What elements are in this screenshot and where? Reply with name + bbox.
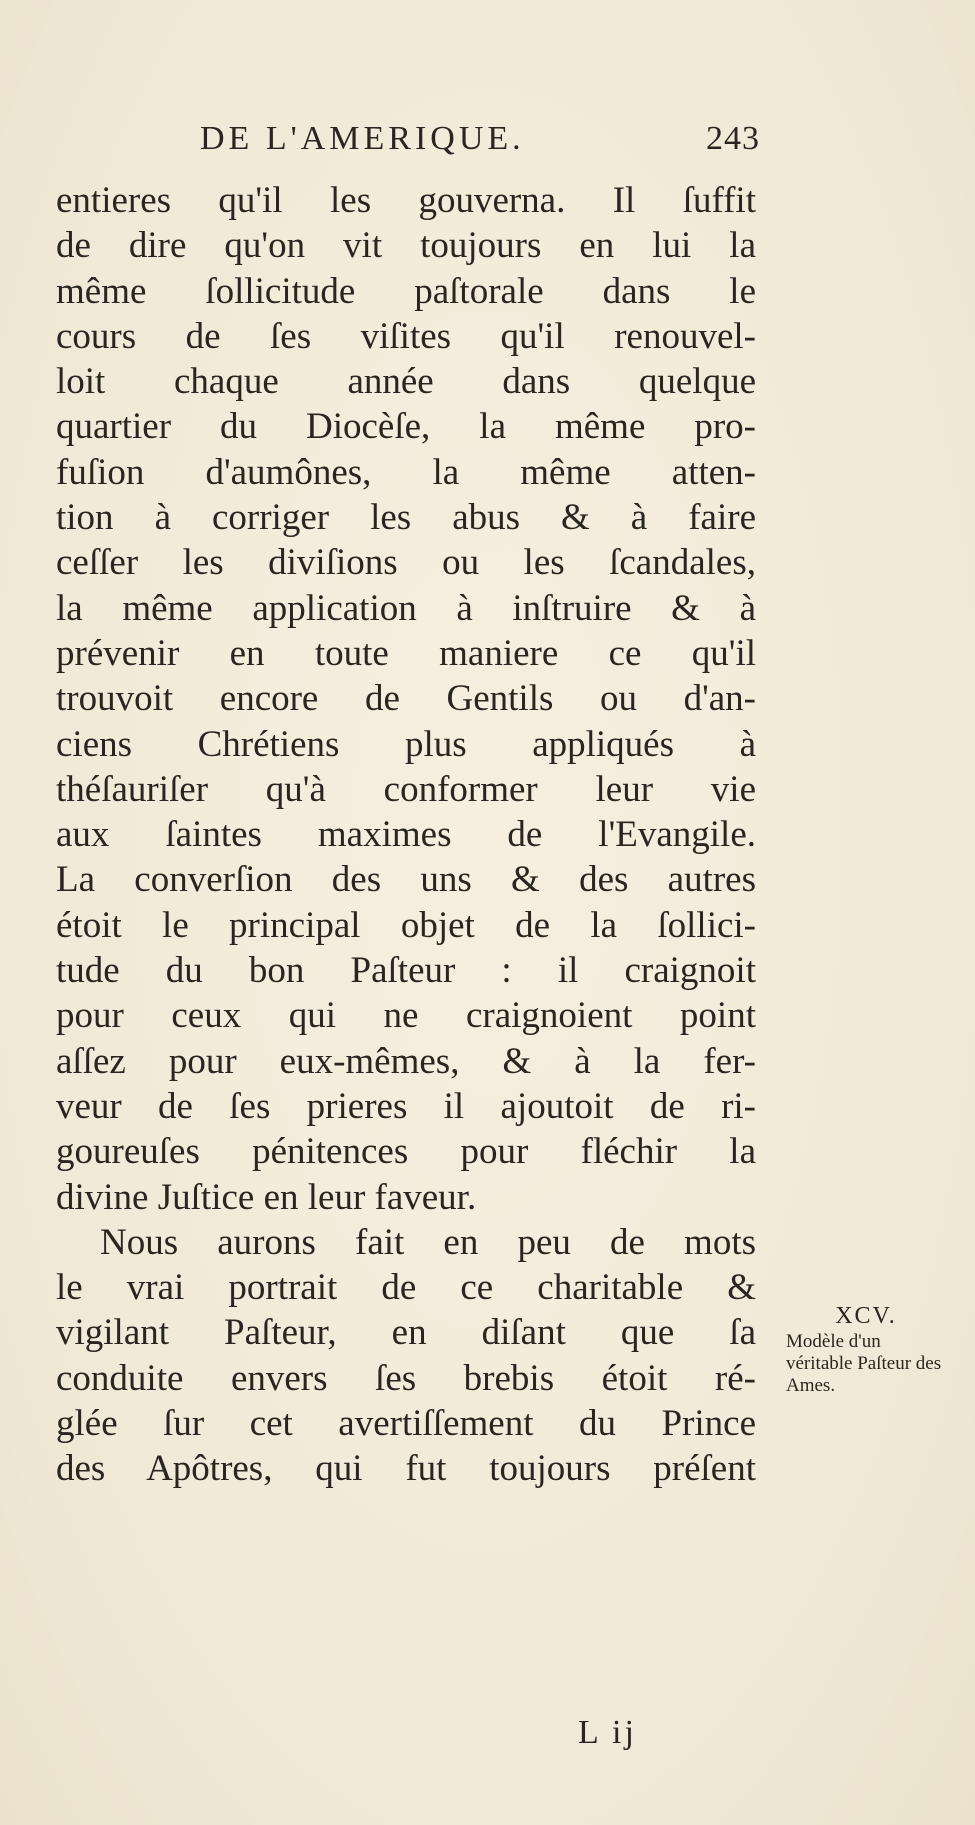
text-line: conduite envers ſes brebis étoit ré- xyxy=(56,1357,756,1399)
text-line: quartier du Diocèſe, la même pro- xyxy=(56,406,756,448)
margin-note-number: XCV. xyxy=(835,1303,897,1329)
text-line: pour ceux qui ne craignoient point xyxy=(56,995,756,1037)
margin-note-text: Modèle d'un véritable Paſteur des Ames. xyxy=(786,1331,942,1396)
text-line: même ſollicitude paſtorale dans le xyxy=(56,270,756,312)
text-line: théſauriſer qu'à conformer leur vie xyxy=(56,768,756,810)
body-text xyxy=(56,178,756,1492)
text-line: glée ſur cet avertiſſement du Prince xyxy=(56,1403,756,1445)
text-line: de dire qu'on vit toujours en lui la xyxy=(56,225,756,267)
text-line: loit chaque année dans quelque xyxy=(56,361,756,403)
text-line: étoit le principal objet de la ſollici- xyxy=(56,904,756,946)
text-line: entieres qu'il les gouverna. Il ſuffit xyxy=(56,180,756,221)
page-number: 243 xyxy=(706,120,760,157)
text-line: Nous aurons fait en peu de mots xyxy=(100,1221,756,1263)
text-line: prévenir en toute maniere ce qu'il xyxy=(56,632,756,674)
text-line: ciens Chrétiens plus appliqués à xyxy=(56,723,756,765)
text-line: ceſſer les diviſions ou les ſcandales, xyxy=(56,542,756,584)
text-line: le vrai portrait de ce charitable & xyxy=(56,1267,756,1309)
text-line: trouvoit encore de Gentils ou d'an- xyxy=(56,678,756,720)
running-title: DE L'AMERIQUE. xyxy=(200,120,525,157)
text-line: cours de ſes viſites qu'il renouvel- xyxy=(56,315,756,357)
signature-mark: L ij xyxy=(578,1714,637,1751)
text-line: la même application à inſtruire & à xyxy=(56,587,756,629)
text-line: divine Juſtice en leur faveur. xyxy=(56,1176,477,1218)
text-line: veur de ſes prieres il ajoutoit de ri- xyxy=(56,1085,756,1127)
text-line: goureuſes pénitences pour fléchir la xyxy=(56,1131,756,1173)
text-line: La converſion des uns & des autres xyxy=(56,859,756,901)
text-line: vigilant Paſteur, en diſant que ſa xyxy=(56,1312,756,1354)
text-line: fuſion d'aumônes, la même atten- xyxy=(56,451,756,493)
text-line: aſſez pour eux-mêmes, & à la fer- xyxy=(56,1040,756,1082)
text-line: aux ſaintes maximes de l'Evangile. xyxy=(56,814,756,856)
running-header xyxy=(160,120,760,170)
text-line: des Apôtres, qui fut toujours préſent xyxy=(56,1448,756,1490)
text-line: tion à corriger les abus & à faire xyxy=(56,497,756,539)
text-line: tude du bon Paſteur : il craignoit xyxy=(56,950,756,992)
margin-note xyxy=(786,1305,946,1397)
